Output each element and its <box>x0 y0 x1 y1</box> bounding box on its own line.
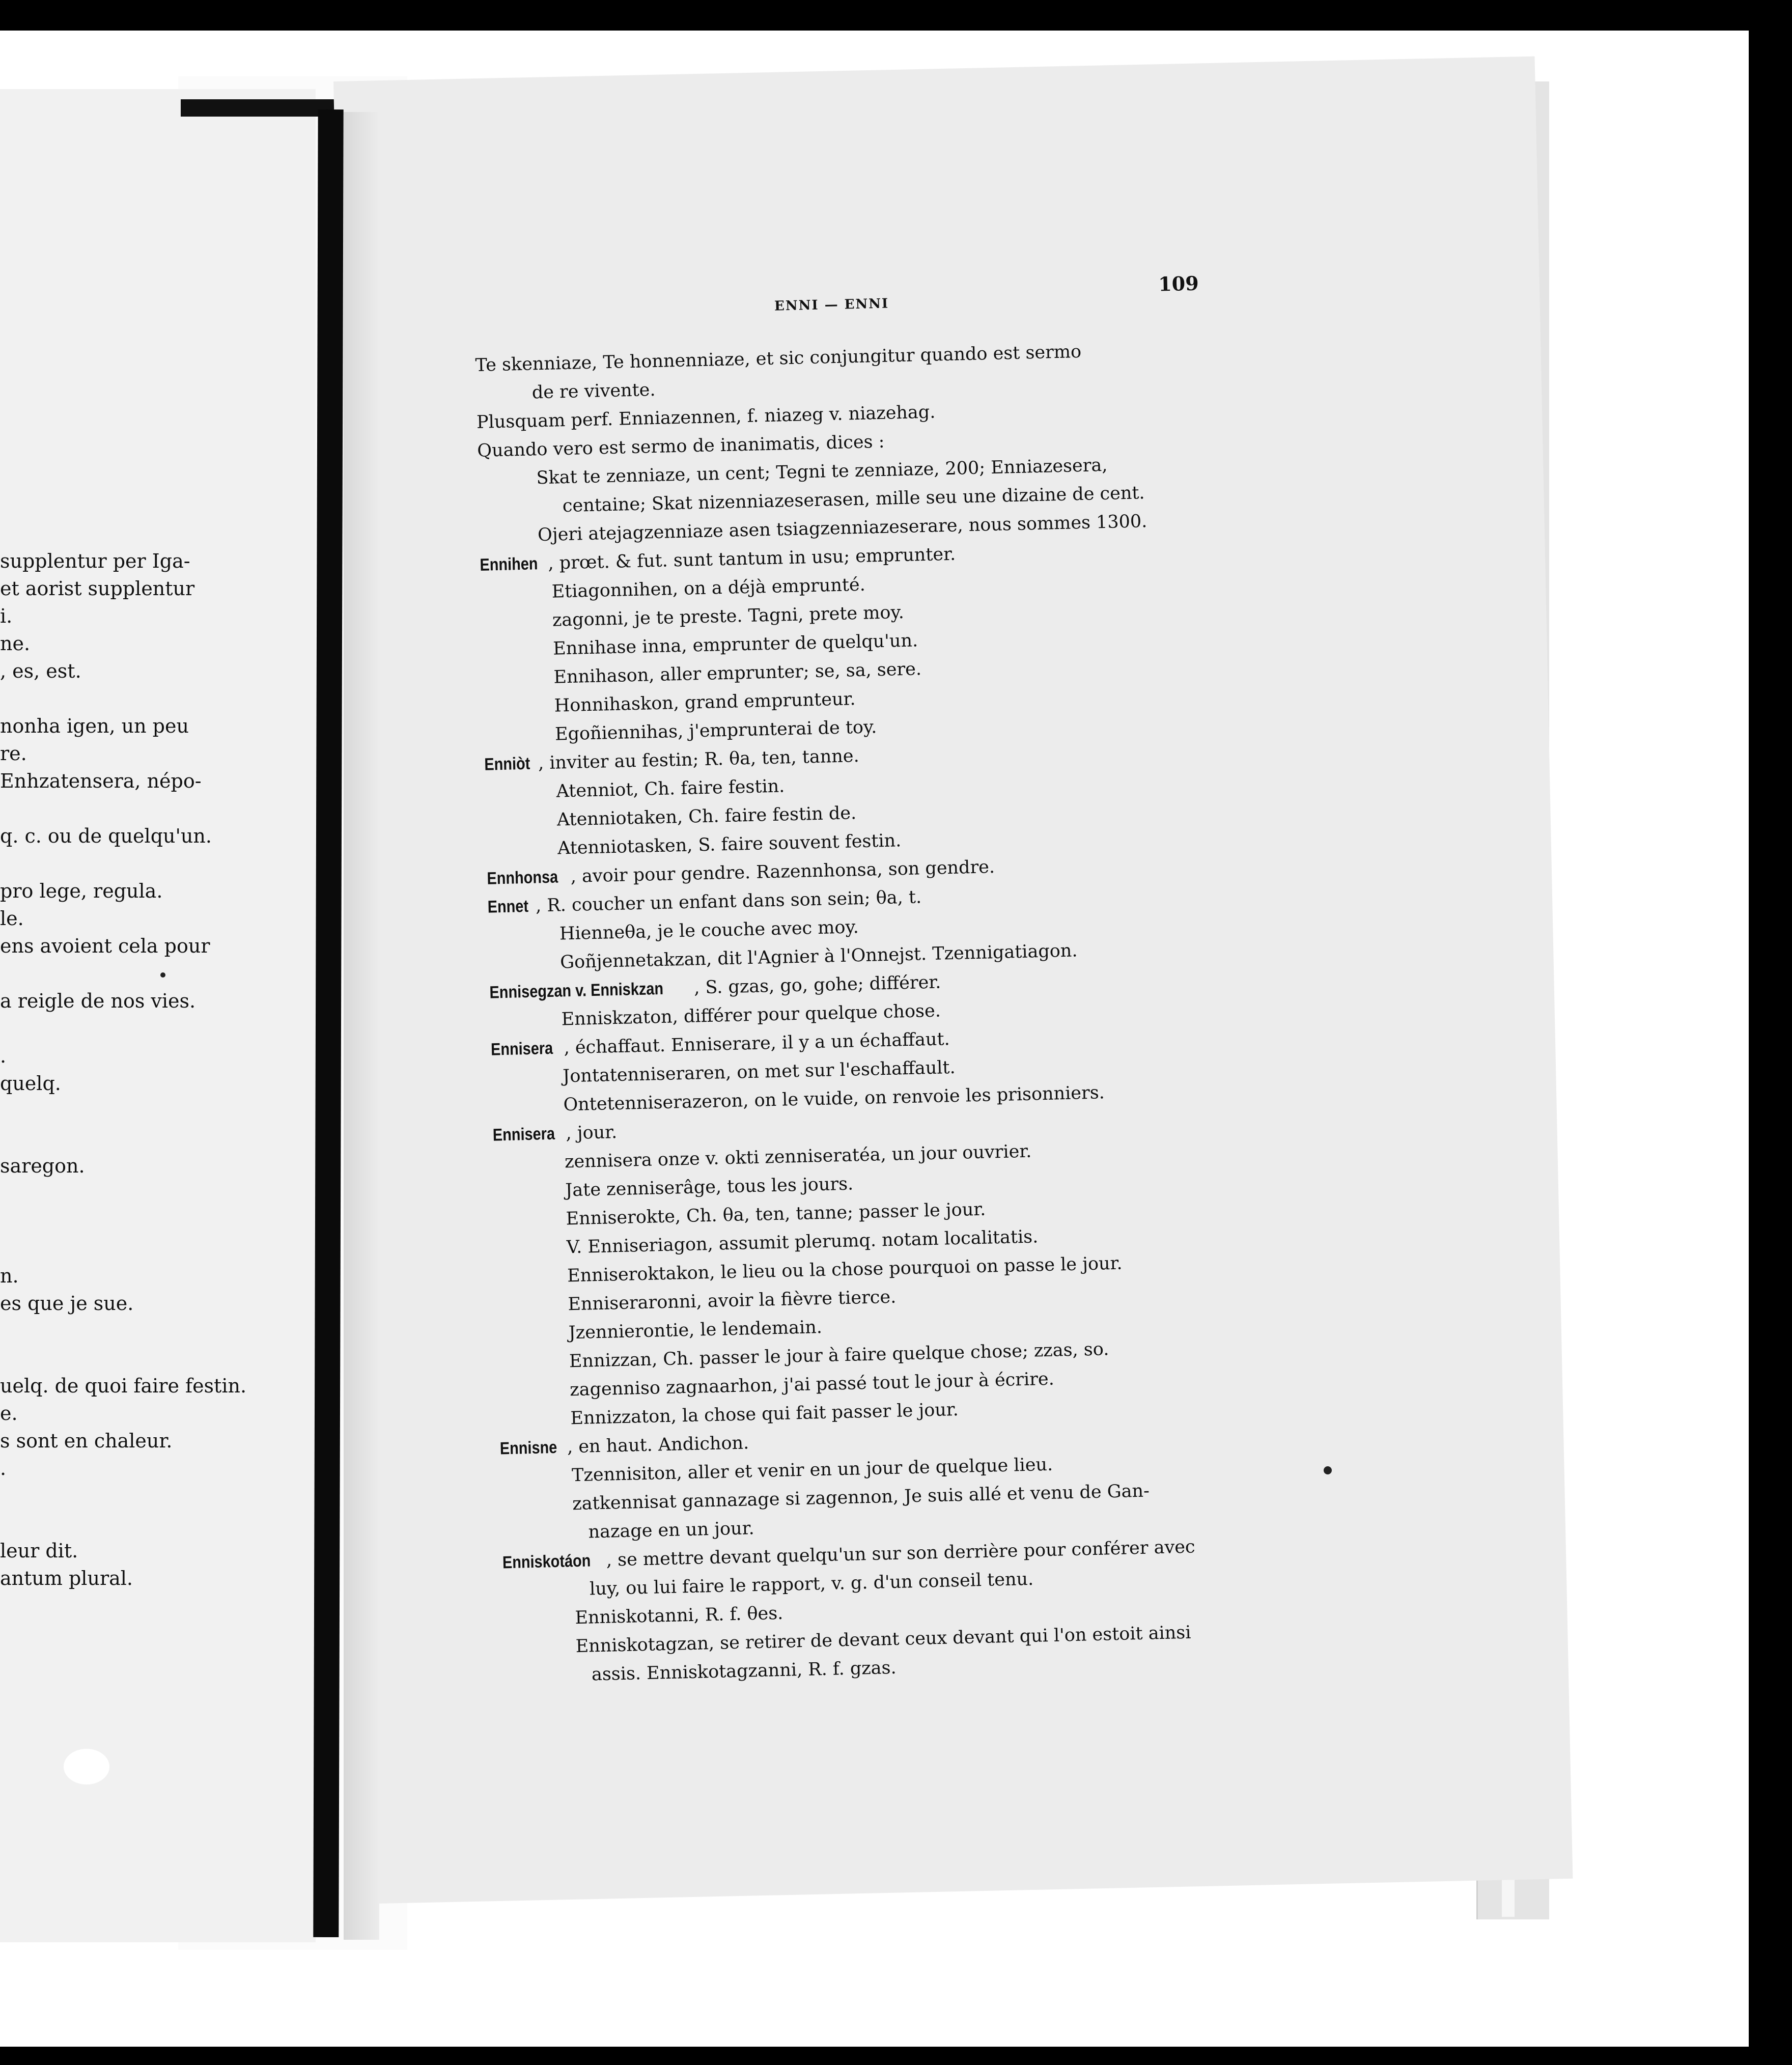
subentry-line: centaine; Skat nizenniazeserasen, mille seu une dizaine de cent. <box>562 483 1145 517</box>
subentry-line: Enniseroktakon, le lieu ou la chose pourquoi on passe le jour. <box>567 1253 1123 1287</box>
definition: , prœt. & fut. sunt tantum in usu; emprunter. <box>548 544 956 574</box>
speck <box>160 972 165 978</box>
headword: Ennisne <box>499 1437 557 1459</box>
definition: , se mettre devant quelqu'un sur son derrière pour conférer avec <box>606 1537 1195 1571</box>
dictionary-entries <box>475 334 1269 1691</box>
left-page-line <box>0 1482 204 1510</box>
subentry-line: Atenniot, Ch. faire festin. <box>556 776 785 802</box>
subentry-line: Goñjennetakzan, dit l'Agnier à l'Onnejst. Tzennigatiagon. <box>559 940 1078 973</box>
left-page-line <box>0 1125 204 1152</box>
left-page-line <box>0 685 204 712</box>
subentry-line: nazage en un jour. <box>588 1518 755 1543</box>
gutter-shadow <box>344 112 379 1940</box>
subentry-line: assis. Enniskotagzanni, R. f. gzas. <box>591 1657 897 1685</box>
left-page-line: le. <box>0 907 24 930</box>
left-page-line: saregon. <box>0 1155 85 1177</box>
subentry-line: Hienneθa, je le couche avec moy. <box>559 917 859 944</box>
left-page-line: ens avoient cela pour <box>0 935 210 957</box>
left-page-line: uelq. de quoi faire festin. <box>0 1375 247 1397</box>
left-page-line <box>0 1345 204 1372</box>
headword: Ennet <box>487 896 529 917</box>
subentry-line: Ennizzaton, la chose qui fait passer le jour. <box>570 1399 959 1429</box>
definition: , échaffaut. Enniserare, il y a un échaffaut. <box>564 1029 950 1058</box>
definition: , S. gzas, go, gohe; différer. <box>693 972 941 998</box>
subentry-line: Enniseraronni, avoir la fièvre tierce. <box>568 1287 897 1315</box>
speck <box>1324 1466 1332 1474</box>
left-page-line <box>0 1015 204 1042</box>
subentry-line: Tzennisiton, aller et venir en un jour de quelque lieu. <box>571 1454 1053 1486</box>
subentry-line: zatkennisat gannazage si zagennon, Je suis allé et venu de Gan- <box>572 1481 1150 1515</box>
left-page <box>0 89 316 1942</box>
subentry-line: de re vivente. <box>531 379 656 403</box>
definition: , avoir pour gendre. Razennhonsa, son gendre. <box>570 857 995 887</box>
left-page-line: supplentur per Iga- <box>0 550 190 572</box>
subentry-line: Jzennierontie, le lendemain. <box>568 1317 823 1344</box>
left-page-line: a reigle de nos vies. <box>0 990 196 1012</box>
left-page-line: i. <box>0 605 13 627</box>
left-page-line: es que je sue. <box>0 1292 134 1315</box>
left-page-line: re. <box>0 742 27 765</box>
entry-line: Plusquam perf. Enniazennen, f. niazeg v. niazehag. <box>476 402 936 433</box>
left-page-line <box>0 1097 204 1125</box>
subentry-line: Atenniotasken, S. faire souvent festin. <box>557 830 902 859</box>
left-page-line: q. c. ou de quelqu'un. <box>0 825 212 847</box>
left-page-line <box>0 1317 204 1345</box>
left-page-line: . <box>0 1045 7 1067</box>
headword: Enniòt <box>484 754 530 774</box>
left-page-text <box>0 547 247 1592</box>
left-page-line <box>0 1207 204 1235</box>
page-number: 109 <box>1158 271 1199 296</box>
left-page-line: nonha igen, un peu <box>0 715 189 737</box>
subentry-line: Atenniotaken, Ch. faire festin de. <box>556 803 857 830</box>
left-page-line: . <box>0 1457 7 1480</box>
subentry-line: V. Enniseriagon, assumit plerumq. notam localitatis. <box>566 1226 1039 1258</box>
left-page-line <box>0 1180 204 1207</box>
subentry-line: Ontetenniserazeron, on le vuide, on renvoie les prisonniers. <box>563 1082 1105 1115</box>
book-spine <box>313 109 343 1937</box>
right-page-text <box>473 268 1268 1685</box>
entry-line: Quando vero est sermo de inanimatis, dices : <box>477 431 885 461</box>
subentry-line: Honnihaskon, grand emprunteur. <box>554 689 856 716</box>
left-page-line: , es, est. <box>0 660 81 682</box>
subentry-line: Ojeri atejagzenniaze asen tsiagzenniazeserare, nous sommes 1300. <box>537 511 1147 546</box>
definition: , jour. <box>566 1122 618 1144</box>
left-page-line: s sont en chaleur. <box>0 1430 173 1452</box>
subentry-line: Egoñiennihas, j'emprunterai de toy. <box>554 717 877 745</box>
definition: , inviter au festin; R. θa, ten, tanne. <box>538 746 860 774</box>
left-page-line: et aorist supplentur <box>0 577 195 600</box>
subentry-line: Enniskotagzan, se retirer de devant ceux devant qui l'on estoit ainsi <box>575 1622 1191 1657</box>
subentry-line: Etiagonnihen, on a déjà emprunté. <box>551 574 866 602</box>
subentry-line: Enniskotanni, R. f. θes. <box>574 1603 783 1629</box>
subentry-line: luy, ou lui faire le rapport, v. g. d'un conseil tenu. <box>589 1569 1034 1600</box>
headword: Ennihen <box>480 554 538 575</box>
subentry-line: Enniserokte, Ch. θa, ten, tanne; passer le jour. <box>566 1199 986 1230</box>
headword: Ennisegzan v. Enniskzan <box>489 979 664 1002</box>
left-page-line <box>0 1510 204 1537</box>
left-page-line: quelq. <box>0 1072 61 1095</box>
left-page-line <box>0 850 204 877</box>
left-page-line: pro lege, regula. <box>0 880 163 902</box>
subentry-line: Jate zenniserâge, tous les jours. <box>565 1174 854 1201</box>
entry-line: Te skenniaze, Te honnenniaze, et sic conjungitur quando est sermo <box>475 341 1082 376</box>
left-page-line <box>0 1235 204 1262</box>
subentry-line: zagenniso zagnaarhon, j'ai passé tout le jour à écrire. <box>569 1369 1055 1401</box>
left-page-line: antum plural. <box>0 1567 133 1589</box>
definition: , R. coucher un enfant dans son sein; θa, t. <box>535 887 922 916</box>
left-page-line: Enhzatensera, népo- <box>0 770 202 792</box>
left-page-line <box>0 795 204 822</box>
headword: Ennhonsa <box>487 867 558 888</box>
left-page-line: e. <box>0 1402 18 1425</box>
left-page-line: n. <box>0 1265 19 1287</box>
left-page-line: ne. <box>0 632 31 655</box>
left-page-line <box>0 960 204 987</box>
headword: Enniskotáon <box>502 1551 591 1573</box>
headword: Ennisera <box>490 1038 553 1059</box>
subentry-line: Enniskzaton, différer pour quelque chose. <box>561 1000 941 1030</box>
definition: , en haut. Andichon. <box>567 1433 749 1458</box>
subentry-line: zagonni, je te preste. Tagni, prete moy. <box>552 602 905 631</box>
headword: Ennisera <box>492 1124 555 1145</box>
subentry-line: Skat te zenniaze, un cent; Tegni te zenniaze, 200; Enniazesera, <box>536 455 1108 489</box>
subentry-line: Jontatenniseraren, on met sur l'eschaffault. <box>562 1057 956 1087</box>
subentry-line: Ennihase inna, emprunter de quelqu'un. <box>552 630 918 659</box>
subentry-line: zennisera onze v. okti zenniseratéa, un jour ouvrier. <box>564 1141 1032 1173</box>
left-page-line: leur dit. <box>0 1540 78 1562</box>
subentry-line: Ennihason, aller emprunter; se, sa, sere. <box>553 659 922 688</box>
scan-blemish <box>64 1749 109 1784</box>
subentry-line: Ennizzan, Ch. passer le jour à faire quelque chose; zzas, so. <box>569 1339 1109 1372</box>
running-head: ENNI — ENNI <box>774 296 889 314</box>
